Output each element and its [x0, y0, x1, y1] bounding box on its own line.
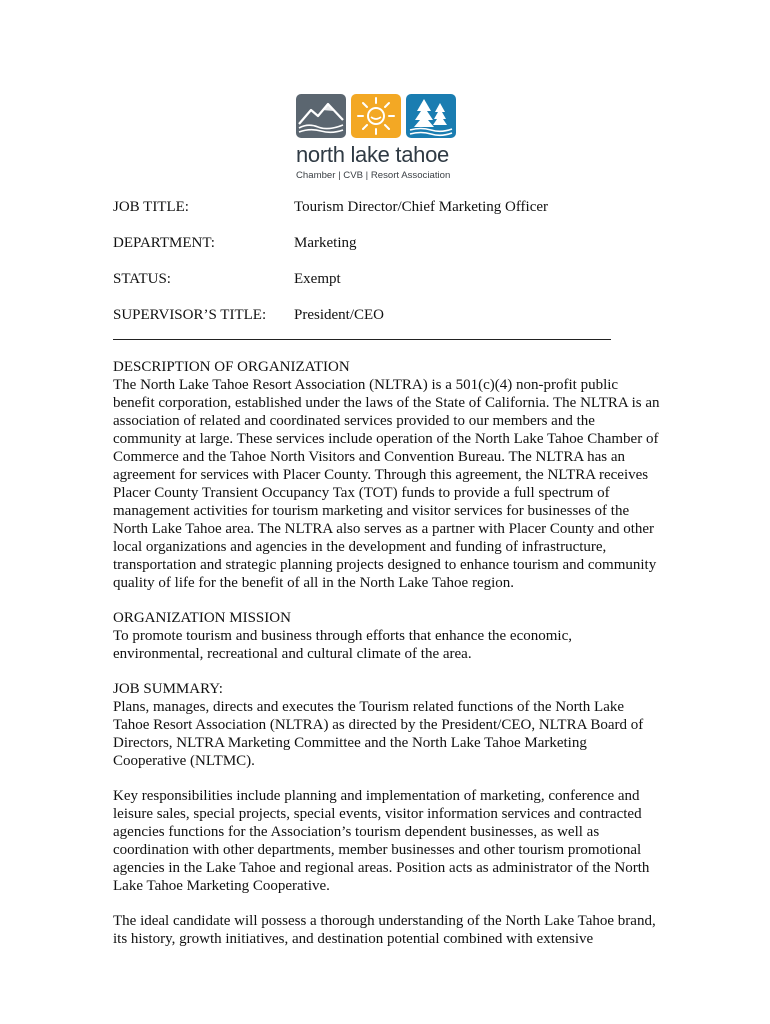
sun-icon [351, 94, 401, 138]
field-row-job-title [113, 197, 653, 233]
field-row-status [113, 269, 653, 305]
ideal-candidate-paragraph: The ideal candidate will possess a thorough understanding of the North Lake Tahoe brand, its history, growth initiatives, and destination potential combined with extensive [113, 913, 656, 947]
section-text: To promote tourism and business through efforts that enhance the economic, environmental, recreational and cultural climate of the area. [113, 628, 572, 662]
key-responsibilities-paragraph: Key responsibilities include planning and implementation of marketing, conference and leisure sales, special projects, special events, visitor information services and contracted agencies functions for the Association’s tourism dependent businesses, as well as coordination with other departments, member businesses and other tourism promotional agencies in the Lake Tahoe and regional areas. Position acts as administrator of the North Lake Tahoe Marketing Cooperative. [113, 788, 650, 894]
logo-tiles [296, 94, 466, 138]
field-value: Tourism Director/Chief Marketing Officer [294, 199, 549, 215]
field-label: JOB TITLE: [113, 199, 189, 215]
field-value: Marketing [294, 235, 357, 251]
field-value: Exempt [294, 271, 341, 287]
organization-logo [296, 94, 466, 181]
section-heading: ORGANIZATION MISSION [113, 610, 291, 626]
section-heading: JOB SUMMARY: [113, 681, 223, 697]
section-text: The North Lake Tahoe Resort Association (NLTRA) is a 501(c)(4) non-profit public benefit corporation, established under the laws of the State of California. The NLTRA is an association of related and coordinated services provided to our members and the community at large. These services include operation of the North Lake Tahoe Chamber of Commerce and the Tahoe North Visitors and Convention Bureau. The NLTRA has an agreement for services with Placer County. Through this agreement, the NLTRA receives Placer County Transient Occupancy Tax (TOT) funds to provide a full spectrum of management activities for tourism marketing and visitor services for businesses of the North Lake Tahoe area. The NLTRA also serves as a partner with Placer County and other local organizations and agencies in the development and funding of infrastructure, transportation and strategic planning projects designed to enhance tourism and community quality of life for the benefit of all in the North Lake Tahoe region. [113, 377, 660, 591]
field-label: SUPERVISOR’S TITLE: [113, 307, 267, 323]
section-heading: DESCRIPTION OF ORGANIZATION [113, 359, 350, 375]
mountain-icon [296, 94, 346, 138]
document-body [113, 358, 661, 965]
field-value: President/CEO [294, 307, 384, 323]
logo-tagline: Chamber | CVB | Resort Association [296, 170, 451, 181]
pine-trees-icon [406, 94, 456, 138]
job-header-fields [113, 197, 653, 341]
field-label: STATUS: [113, 271, 171, 287]
logo-wordmark: north lake tahoe [296, 142, 449, 167]
field-label: DEPARTMENT: [113, 235, 215, 251]
horizontal-rule [113, 339, 611, 340]
field-row-department [113, 233, 653, 269]
section-organization-mission [113, 609, 661, 663]
section-job-summary [113, 680, 661, 770]
section-text: Plans, manages, directs and executes the Tourism related functions of the North Lake Tahoe Resort Association (NLTRA) as directed by the President/CEO, NLTRA Board of Directors, NLTRA Marketing Committee and the North Lake Tahoe Marketing Cooperative (NLTMC). [113, 699, 644, 769]
field-row-supervisor [113, 305, 653, 341]
section-organization-description [113, 358, 661, 592]
